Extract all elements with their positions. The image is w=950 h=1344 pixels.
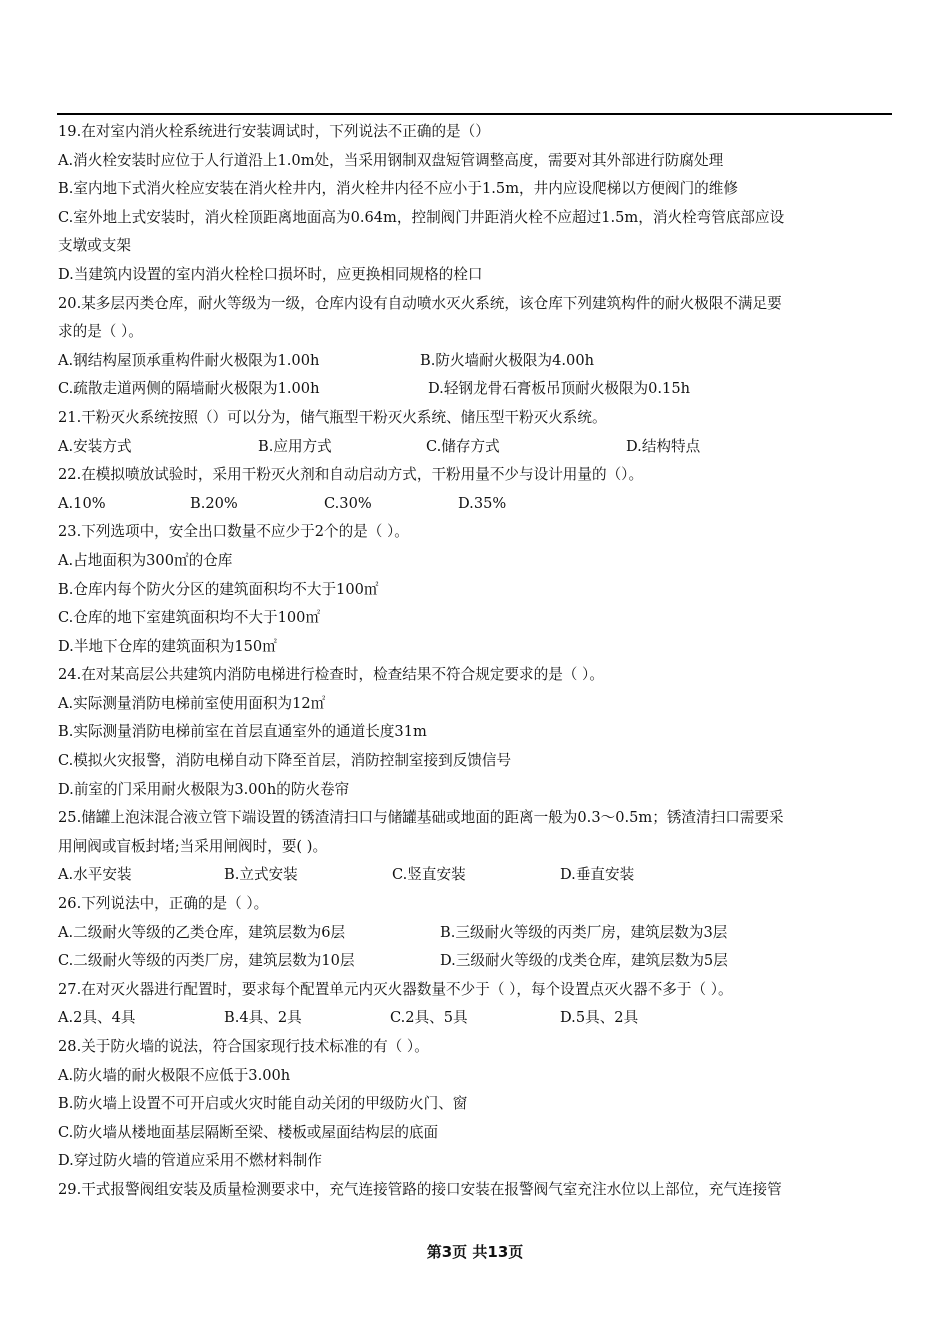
question-19-option-d: D.当建筑内设置的室内消火栓栓口损坏时，应更换相同规格的栓口	[58, 265, 483, 283]
question-29-stem: 29.干式报警阀组安装及质量检测要求中，充气连接管路的接口安装在报警阀气室充注水位以上部位，充气连接管	[58, 1180, 782, 1198]
question-25-option-b: B.立式安装	[224, 866, 298, 884]
question-23-stem: 23.下列选项中，安全出口数量不应少于2个的是（ ）。	[58, 523, 409, 541]
question-19-option-b: B.室内地下式消火栓应安装在消火栓井内，消火栓井内径不应小于1.5m，井内应设爬梯以方便阀门的维修	[58, 180, 738, 198]
question-20-stem-continued: 求的是（ ）。	[58, 323, 143, 341]
question-26-stem: 26.下列说法中，正确的是（ ）。	[58, 895, 269, 913]
question-21-option-a: A.安装方式	[58, 437, 132, 455]
question-24-option-c: C.模拟火灾报警，消防电梯自动下降至首层，消防控制室接到反馈信号	[58, 752, 512, 770]
question-20-option-b: B.防火墙耐火极限为4.00h	[420, 351, 595, 369]
question-24-option-d: D.前室的门采用耐火极限为3.00h的防火卷帘	[58, 780, 350, 798]
question-22-option-d: D.35%	[458, 494, 507, 512]
question-27-option-d: D.5具、2具	[560, 1009, 639, 1027]
question-24-stem: 24.在对某高层公共建筑内消防电梯进行检查时，检查结果不符合规定要求的是（ ）。	[58, 666, 604, 684]
question-22-stem: 22.在模拟喷放试验时，采用干粉灭火剂和自动启动方式，干粉用量不少与设计用量的（）。	[58, 466, 644, 484]
question-21-option-c: C.储存方式	[426, 437, 500, 455]
question-28-option-d: D.穿过防火墙的管道应采用不燃材料制作	[58, 1152, 322, 1170]
question-28-option-a: A.防火墙的耐火极限不应低于3.00h	[58, 1066, 291, 1084]
question-20-option-c: C.疏散走道两侧的隔墙耐火极限为1.00h	[58, 380, 320, 398]
question-27-option-c: C.2具、5具	[390, 1009, 468, 1027]
question-19-option-c: C.室外地上式安装时，消火栓顶距离地面高为0.64m，控制阀门井距消火栓不应超过1.5m，消火栓弯管底部应设	[58, 208, 785, 226]
question-27-stem: 27.在对灭火器进行配置时，要求每个配置单元内灭火器数量不少于（ ），每个设置点灭火器不多于（ ）。	[58, 980, 733, 998]
question-20-option-d: D.轻钢龙骨石膏板吊顶耐火极限为0.15h	[428, 380, 691, 398]
question-28-option-b: B.防火墙上设置不可开启或火灾时能自动关闭的甲级防火门、窗	[58, 1095, 468, 1113]
question-20-option-a: A.钢结构屋顶承重构件耐火极限为1.00h	[58, 351, 320, 369]
question-25-option-a: A.水平安装	[58, 866, 132, 884]
exam-content	[58, 118, 892, 1205]
question-22-option-b: B.20%	[190, 494, 238, 512]
question-21-option-b: B.应用方式	[258, 437, 332, 455]
question-26-options-row-2	[58, 947, 892, 976]
question-27-option-b: B.4具、2具	[224, 1009, 302, 1027]
question-21-stem: 21.干粉灭火系统按照（）可以分为，储气瓶型干粉灭火系统、储压型干粉灭火系统。	[58, 408, 607, 426]
page-number: 第3页 共13页	[426, 1243, 524, 1261]
question-25-option-d: D.垂直安装	[560, 866, 635, 884]
question-25-options	[58, 861, 892, 890]
question-22-options	[58, 490, 892, 519]
question-25-option-c: C.竖直安装	[392, 866, 466, 884]
question-27-options	[58, 1004, 892, 1033]
question-19-option-c-continued: 支墩或支架	[58, 237, 131, 255]
question-28-option-c: C.防火墙从楼地面基层隔断至梁、楼板或屋面结构层的底面	[58, 1123, 439, 1141]
question-22-option-c: C.30%	[324, 494, 372, 512]
question-21-option-d: D.结构特点	[626, 437, 701, 455]
question-25-stem: 25.储罐上泡沫混合液立管下端设置的锈渣清扫口与储罐基础或地面的距离一般为0.3～0.5m；锈渣清扫口需要采	[58, 809, 784, 827]
question-19-stem: 19.在对室内消火栓系统进行安装调试时，下列说法不正确的是（）	[58, 123, 490, 140]
question-25-stem-continued: 用闸阀或盲板封堵;当采用闸阀时，要( )。	[58, 837, 328, 855]
question-23-option-c: C.仓库的地下室建筑面积均不大于100㎡	[58, 609, 321, 627]
question-27-option-a: A.2具、4具	[58, 1009, 136, 1027]
question-24-option-b: B.实际测量消防电梯前室在首层直通室外的通道长度31m	[58, 723, 427, 741]
question-23-option-d: D.半地下仓库的建筑面积为150㎡	[58, 637, 277, 655]
question-26-option-d: D.三级耐火等级的戊类仓库，建筑层数为5层	[440, 952, 728, 970]
question-23-option-a: A.占地面积为300㎡的仓库	[58, 551, 233, 569]
question-20-stem: 20.某多层丙类仓库，耐火等级为一级，仓库内设有自动喷水灭火系统，该仓库下列建筑构件的耐火极限不满足要	[58, 294, 782, 312]
question-22-option-a: A.10%	[58, 494, 106, 512]
header-rule	[57, 113, 892, 115]
question-24-option-a: A.实际测量消防电梯前室使用面积为12㎡	[58, 694, 326, 712]
question-26-option-c: C.二级耐火等级的丙类厂房，建筑层数为10层	[58, 952, 355, 970]
question-23-option-b: B.仓库内每个防火分区的建筑面积均不大于100㎡	[58, 580, 379, 598]
question-20-options-row-1	[58, 347, 892, 376]
question-28-stem: 28.关于防火墙的说法，符合国家现行技术标准的有（ ）。	[58, 1038, 429, 1055]
question-26-option-b: B.三级耐火等级的丙类厂房，建筑层数为3层	[440, 923, 728, 941]
question-21-options	[58, 433, 892, 462]
question-20-options-row-2	[58, 375, 892, 404]
question-19-option-a: A.消火栓安装时应位于人行道沿上1.0m处，当采用钢制双盘短管调整高度，需要对其外部进行防腐处理	[58, 151, 724, 169]
question-26-option-a: A.二级耐火等级的乙类仓库，建筑层数为6层	[58, 923, 346, 941]
question-26-options-row-1	[58, 919, 892, 948]
